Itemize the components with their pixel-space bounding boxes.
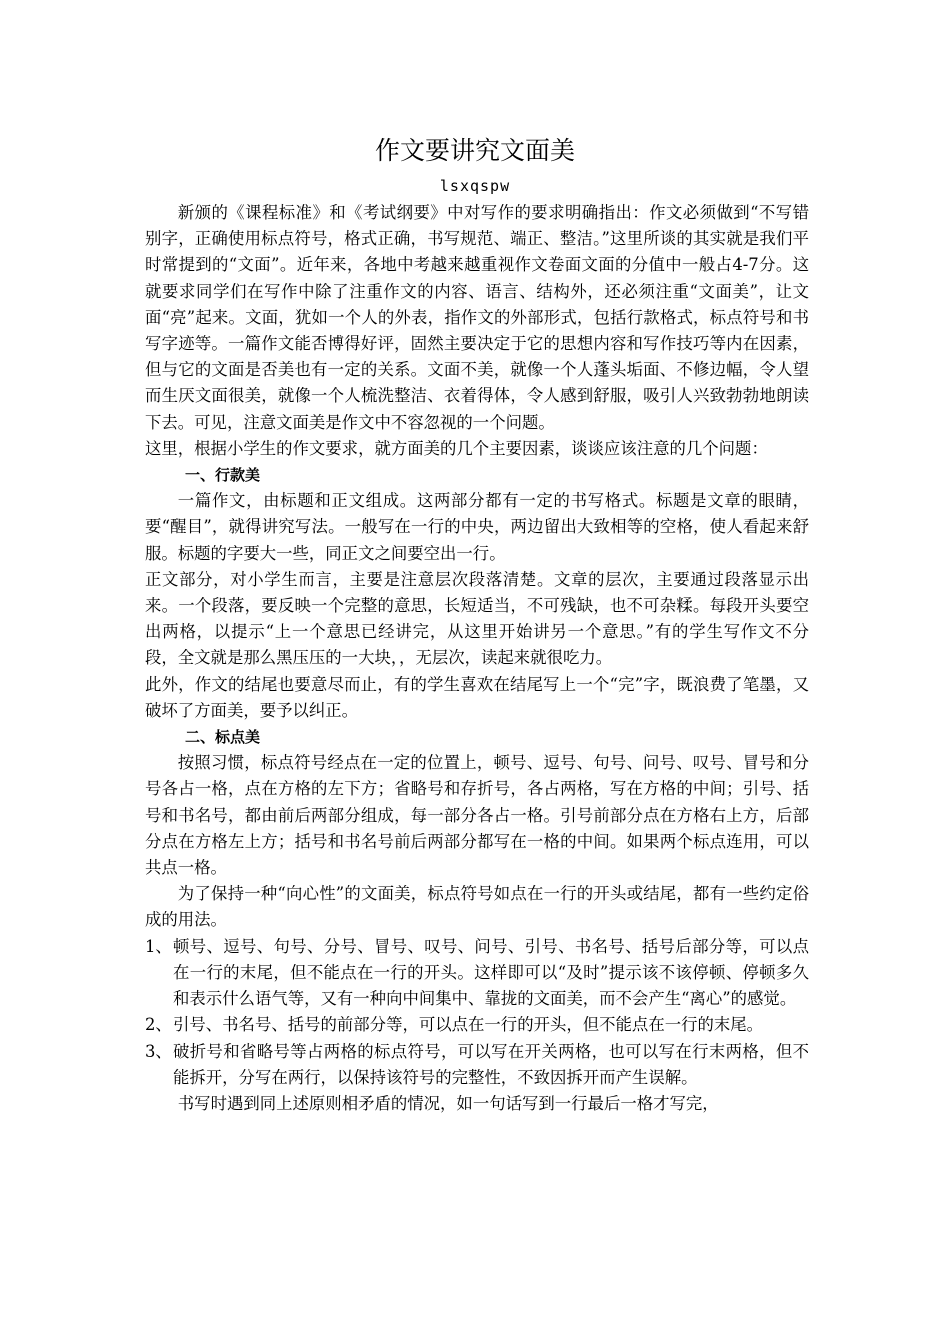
document-author: lsxqspw [439, 177, 511, 195]
paragraph-title-format: 一篇作文，由标题和正文组成。这两部分都有一定的书写格式。标题是文章的眼睛，要“醒目”，就得讲究写法。一般写在一行的中央，两边留出大致相等的空格，使人看起来舒服。标题的字要大一些，同正文之间要空出一行。 [145, 491, 809, 563]
paragraph-punctuation-position: 按照习惯，标点符号经点在一定的位置上，顿号、逗号、句号、问号、叹号、冒号和分号各占一格，点在方格的左下方；省略号和存折号，各占两格，写在方格的中间；引号、括号和书名号，都由前后两部分组成，每一部分各占一格。引号前部分点在方格右上方，后部分点在方格左上方；括号和书名号前后两部分都写在一格的中间。如果两个标点连用，可以共点一格。 [145, 753, 809, 878]
paragraph-overview: 这里，根据小学生的作文要求，就方面美的几个主要因素，谈谈应该注意的几个问题： [145, 438, 768, 458]
paragraph-body-format: 正文部分，对小学生而言，主要是注意层次段落清楚。文章的层次，主要通过段落显示出来。一个段落，要反映一个完整的意思，长短适当，不可残缺，也不可杂糅。每段开头要空出两格，以提示“上一个意思已经讲完，从这里开始讲另一个意思。”有的学生写作文不分段，全文就是那么黑压压的一大块，，无层次，读起来就很吃力。 [145, 569, 809, 668]
list-item-text: 破折号和省略号等占两格的标点符号，可以写在开关两格，也可以写在行末两格，但不能拆开，分写在两行，以保持该符号的完整性，不致因拆开而产生误解。 [173, 1041, 809, 1087]
list-item-text: 引号、书名号、括号的前部分等，可以点在一行的开头，但不能点在一行的末尾。 [173, 1015, 764, 1035]
paragraph-intro: 新颁的《课程标准》和《考试纲要》中对写作的要求明确指出：作文必须做到“不写错别字，正确使用标点符号，格式正确，书写规范、端正、整洁。”这里所谈的其实就是我们平时常提到的“文面”。近年来，各地中考越来越重视作文卷面文面的分值中一般占4-7分。这就要求同学们在写作中除了注重作文的内容、语言、结构外，还必须注重“文面美”，让文面“亮”起来。文面，犹如一个人的外表，指作文的外部形式，包括行款格式，标点符号和书写字迹等。一篇作文能否博得好评，固然主要决定于它的思想内容和写作技巧等内在因素，但与它的文面是否美也有一定的关系。文面不美，就像一个人蓬头垢面、不修边幅，令人望而生厌文面很美，就像一个人梳洗整洁、衣着得体，令人感到舒服，吸引人兴致勃勃地朗读下去。可见，注意文面美是作文中不容忽视的一个问题。 [145, 203, 809, 432]
paragraph-ending: 此外，作文的结尾也要意尽而止，有的学生喜欢在结尾写上一个“完”字，既浪费了笔墨，又破坏了方面美，要予以纠正。 [145, 674, 809, 720]
paragraph-conflict: 书写时遇到同上述原则相矛盾的情况，如一句话写到一行最后一格才写完， [177, 1093, 719, 1113]
document-title: 作文要讲究文面美 [374, 136, 575, 165]
list-item [145, 1039, 809, 1091]
list-item [145, 934, 809, 1013]
list-item-number: 1、 [145, 936, 172, 956]
list-item [145, 1012, 809, 1038]
section-heading-punctuation: 二、标点美 [185, 728, 261, 747]
section-heading-layout: 一、行款美 [185, 466, 261, 485]
paragraph-punctuation-usage: 为了保持一种“向心性”的文面美，标点符号如点在一行的开头或结尾，都有一些约定俗成的用法。 [145, 884, 809, 930]
document-body [145, 200, 809, 1117]
list-item-number: 2、 [145, 1015, 172, 1035]
list-item-number: 3、 [145, 1041, 172, 1061]
list-item-text: 顿号、逗号、句号、分号、冒号、叹号、问号、引号、书名号、括号后部分等，可以点在一行的末尾，但不能点在一行的开头。这样即可以“及时”提示该不该停顿、停顿多久和表示什么语气等，又有一种向中间集中、靠拢的文面美，而不会产生“离心”的感觉。 [173, 936, 809, 1009]
